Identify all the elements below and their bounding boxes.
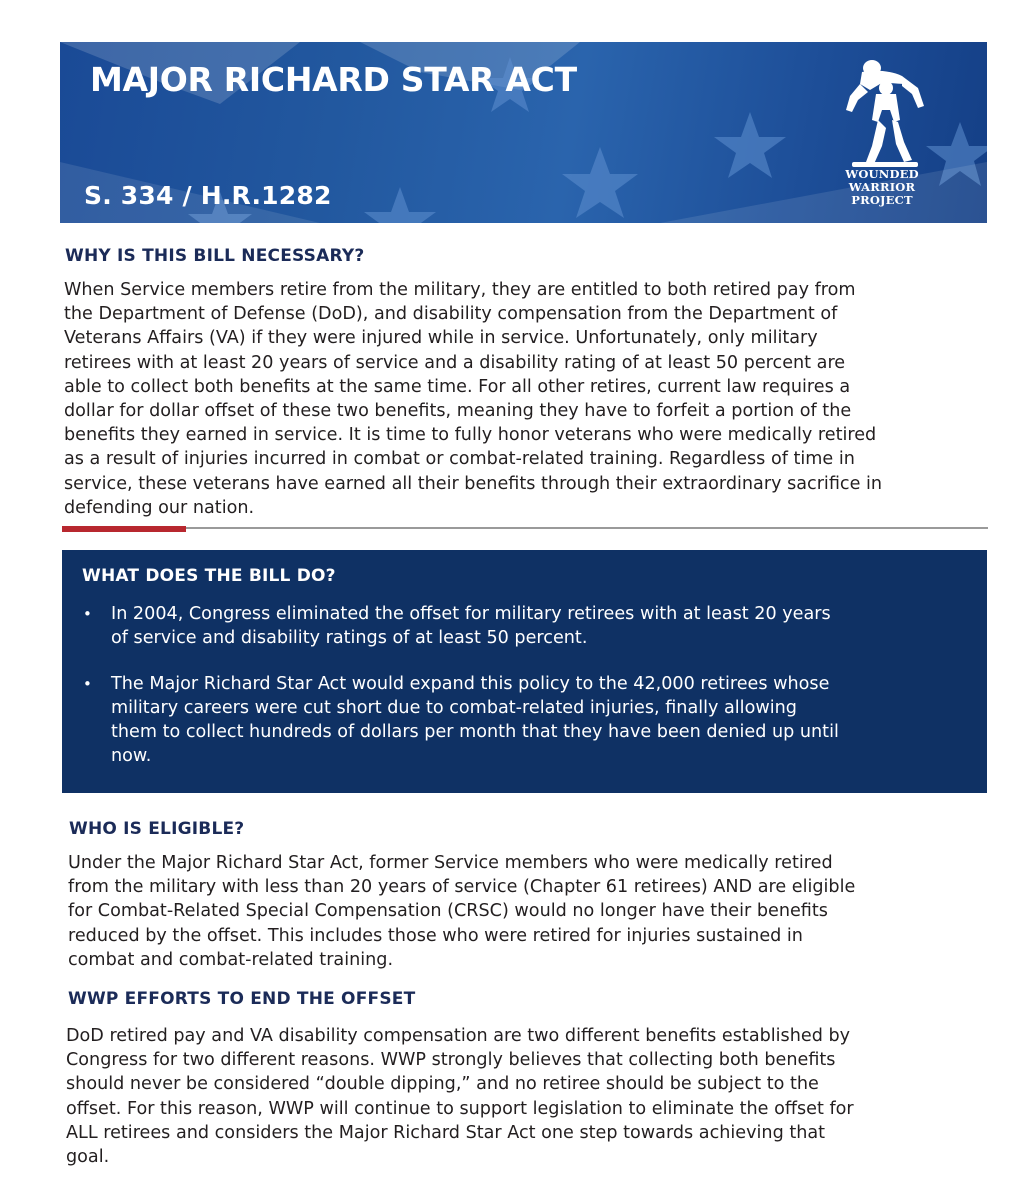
bill-numbers: S. 334 / H.R.1282 [84,181,332,210]
text-line: of service and disability ratings of at least 50 percent. [111,628,588,648]
text-line: the Department of Defense (DoD), and disability compensation from the Department of [64,304,838,325]
text-line: them to collect hundreds of dollars per month that they have been denied up until [111,722,839,742]
text-line: The Major Richard Star Act would expand this policy to the 42,000 retirees whose [111,674,830,694]
wwp-heading: WWP EFFORTS TO END THE OFFSET [68,989,416,1009]
bullet-icon: • [83,605,92,623]
text-line: goal. [66,1147,110,1168]
text-line: In 2004, Congress eliminated the offset for military retirees with at least 20 years [111,604,831,624]
document-title: MAJOR RICHARD STAR ACT [90,60,577,99]
who-heading: WHO IS ELIGIBLE? [69,819,245,839]
section-divider [62,527,988,529]
text-line: service, these veterans have earned all their benefits through their extraordinary sacrifice in [64,473,883,494]
text-line: ALL retirees and considers the Major Richard Star Act one step towards achieving that [66,1122,826,1143]
logo-line-2: PROJECT [851,193,913,207]
wwp-paragraph [66,1024,854,1169]
bullet-icon: • [83,675,92,693]
what-heading: WHAT DOES THE BILL DO? [82,566,336,586]
section-divider-accent [62,526,186,532]
text-line: offset. For this reason, WWP will continue to support legislation to eliminate the offset for [66,1098,854,1119]
text-line: should never be considered “double dipping,” and no retiree should be subject to the [66,1074,819,1095]
soldier-carrying-soldier-icon [832,50,932,168]
text-line: When Service members retire from the military, they are entitled to both retired pay from [64,280,856,300]
wounded-warrior-project-logo [812,50,952,210]
text-line: benefits they earned in service. It is time to fully honor veterans who were medically retired [64,425,877,446]
text-line: reduced by the offset. This includes those who were retired for injuries sustained in [68,925,803,946]
text-line: able to collect both benefits at the same time. For all other retires, current law requires a [64,376,851,397]
text-line: as a result of injuries incurred in combat or combat-related training. Regardless of time in [64,449,855,470]
header-banner [60,42,987,223]
text-line: retirees with at least 20 years of service and a disability rating of at least 50 percent are [64,352,846,373]
text-line: military careers were cut short due to combat-related injuries, finally allowing [111,698,797,718]
text-line: DoD retired pay and VA disability compensation are two different benefits established by [66,1026,851,1046]
text-line: Veterans Affairs (VA) if they were injured while in service. Unfortunately, only military [64,328,818,349]
text-line: for Combat-Related Special Compensation (CRSC) would no longer have their benefits [68,901,828,922]
star-shape [562,147,638,218]
who-paragraph [68,851,855,972]
star-shape [364,187,436,223]
why-heading: WHY IS THIS BILL NECESSARY? [65,246,365,266]
text-line: defending our nation. [64,497,255,518]
text-line: dollar for dollar offset of these two benefits, meaning they have to forfeit a portion of the [64,401,852,422]
logo-line-1: WOUNDED WARRIOR [845,167,919,194]
text-line: now. [111,746,152,766]
star-shape [714,112,786,178]
text-line: Congress for two different reasons. WWP strongly believes that collecting both benefits [66,1050,836,1071]
list-item [62,602,946,650]
list-item [62,672,946,768]
text-line: combat and combat-related training. [68,949,394,970]
bill-bullet-list [62,602,987,790]
text-line: Under the Major Richard Star Act, former Service members who were medically retired [68,853,833,873]
what-does-the-bill-do-box [62,550,987,793]
text-line: from the military with less than 20 years of service (Chapter 61 retirees) AND are eligible [68,877,856,898]
why-paragraph [64,278,882,520]
logo-wordmark [812,168,952,207]
